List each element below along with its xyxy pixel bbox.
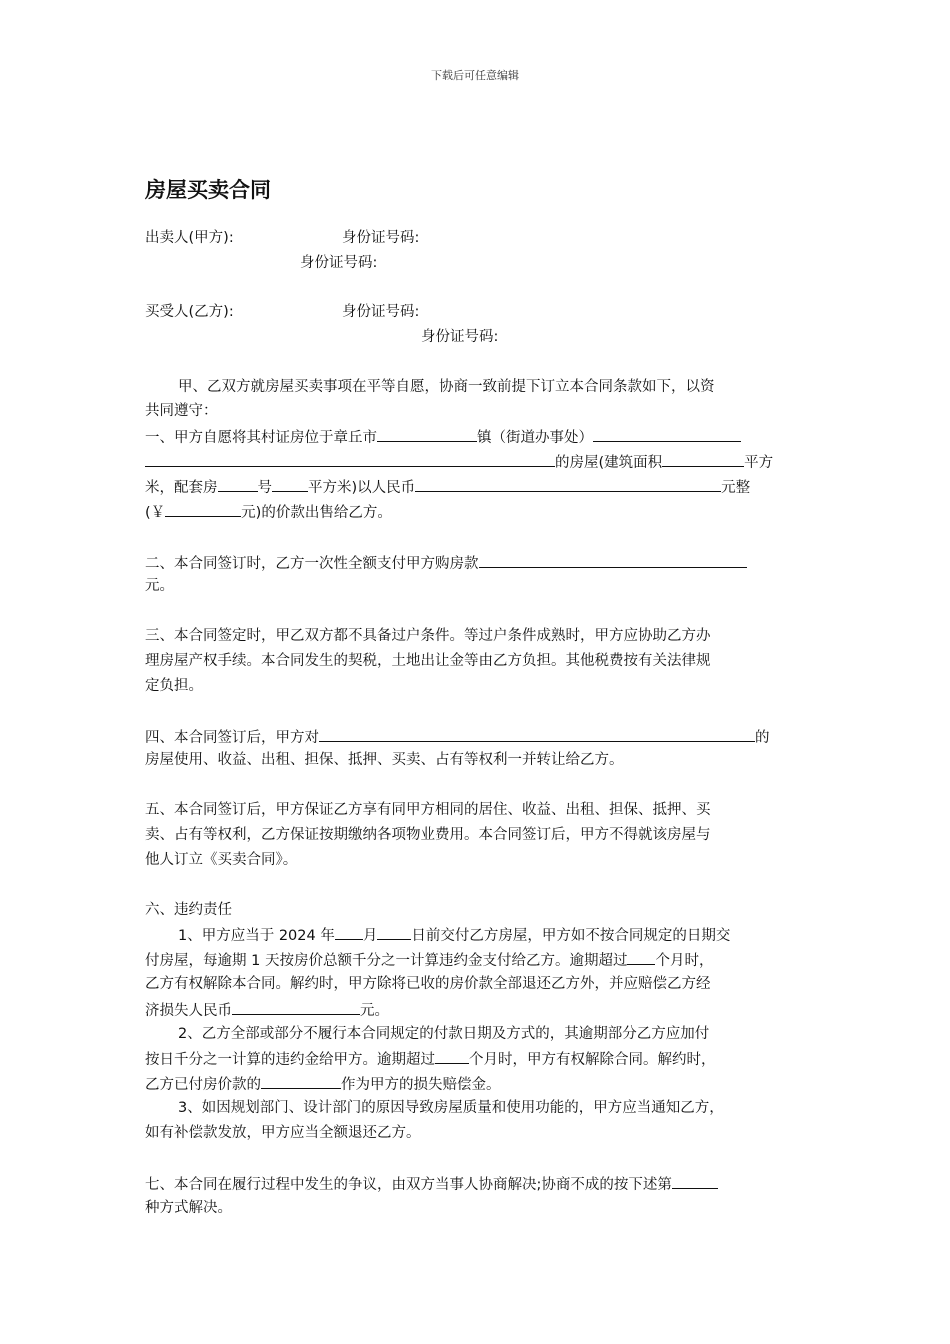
clause-7-line-1 bbox=[145, 1173, 718, 1195]
clause-6-p3-line-1: 3、如因规划部门、设计部门的原因导致房屋质量和使用功能的，甲方应当通知乙方， bbox=[178, 1100, 724, 1116]
buyer-id-label-2: 身份证号码: bbox=[421, 329, 499, 345]
price-words-blank bbox=[415, 476, 721, 492]
clause-6-p1-line-1 bbox=[178, 924, 730, 946]
forfeit-blank bbox=[261, 1073, 341, 1089]
buyer-label: 买受人(乙方): bbox=[145, 304, 234, 320]
clause-1-text-e: 米，配套房 bbox=[145, 480, 218, 496]
street-blank bbox=[593, 426, 741, 442]
clause-6-p2-line-1: 2、乙方全部或部分不履行本合同规定的付款日期及方式的，其逾期部分乙方应加付 bbox=[178, 1026, 710, 1042]
price-figures-blank bbox=[165, 501, 241, 517]
damages-blank bbox=[232, 999, 360, 1015]
seller-label: 出卖人(甲方): bbox=[145, 230, 234, 246]
property-blank bbox=[319, 726, 755, 742]
day-blank bbox=[377, 924, 411, 940]
clause-4-text-b: 的 bbox=[755, 730, 770, 746]
clause-6-heading: 六、违约责任 bbox=[145, 902, 232, 918]
clause-6-p1-line-2 bbox=[145, 949, 713, 971]
clause-6-p2-line-3 bbox=[145, 1073, 501, 1095]
clause-1-line-1 bbox=[145, 426, 741, 448]
clause-1-text-i: (￥ bbox=[145, 505, 166, 521]
clause-6-p2-text-b: 个月时，甲方有权解除合同。解约时， bbox=[469, 1052, 716, 1068]
dispute-method-blank bbox=[672, 1173, 718, 1189]
clause-6-p1-line-4 bbox=[145, 999, 389, 1021]
document-title: 房屋买卖合同 bbox=[145, 178, 271, 202]
clause-1-line-4 bbox=[145, 501, 392, 523]
clause-6-p1-text-c: 日前交付乙方房屋，甲方如不按合同规定的日期交 bbox=[411, 928, 731, 944]
clause-6-p1-text-a: 1、甲方应当于 2024 年 bbox=[178, 928, 335, 944]
clause-3-line-1: 三、本合同签定时，甲乙双方都不具备过户条件。等过户条件成熟时，甲方应协助乙方办 bbox=[145, 628, 711, 644]
buyer-id-label: 身份证号码: bbox=[342, 304, 420, 320]
clause-1-text-b: 镇（街道办事处） bbox=[477, 430, 593, 446]
clause-1-line-2 bbox=[145, 451, 773, 473]
town-blank bbox=[377, 426, 477, 442]
clause-5-line-3: 他人订立《买卖合同》。 bbox=[145, 852, 298, 868]
clause-6-p2-text-d: 作为甲方的损失赔偿金。 bbox=[341, 1077, 501, 1093]
clause-3-line-2: 理房屋产权手续。本合同发生的契税，土地出让金等由乙方负担。其他税费按有关法律规 bbox=[145, 653, 711, 669]
location-blank bbox=[145, 451, 555, 467]
month-blank bbox=[335, 924, 363, 940]
annex-no-blank bbox=[218, 476, 258, 492]
clause-1-text-f: 号 bbox=[257, 480, 272, 496]
payment-blank bbox=[479, 552, 747, 568]
clause-7-line-2: 种方式解决。 bbox=[145, 1200, 232, 1216]
clause-2-text-a: 二、本合同签订时，乙方一次性全额支付甲方购房款 bbox=[145, 556, 479, 572]
seller-id-label: 身份证号码: bbox=[342, 230, 420, 246]
clause-6-p1-line-3: 乙方有权解除本合同。解约时，甲方除将已收的房价款全部退还乙方外，并应赔偿乙方经 bbox=[145, 976, 711, 992]
clause-6-p1-text-f: 济损失人民币 bbox=[145, 1003, 232, 1019]
clause-1-line-3 bbox=[145, 476, 750, 498]
clause-6-p2-line-2 bbox=[145, 1048, 716, 1070]
clause-1-text-c: 的房屋(建筑面积 bbox=[555, 455, 663, 471]
clause-6-p1-text-e: 个月时， bbox=[655, 953, 714, 969]
clause-1-text-g: 平方米)以人民币 bbox=[308, 480, 416, 496]
annex-area-blank bbox=[272, 476, 308, 492]
clause-3-line-3: 定负担。 bbox=[145, 678, 203, 694]
clause-7-text-a: 七、本合同在履行过程中发生的争议，由双方当事人协商解决;协商不成的按下述第 bbox=[145, 1177, 672, 1193]
area-blank bbox=[662, 451, 744, 467]
buyer-overdue-blank bbox=[435, 1048, 469, 1064]
clause-5-line-1: 五、本合同签订后，甲方保证乙方享有同甲方相同的居住、收益、出租、担保、抵押、买 bbox=[145, 802, 711, 818]
clause-5-line-2: 卖、占有等权利，乙方保证按期缴纳各项物业费用。本合同签订后，甲方不得就该房屋与 bbox=[145, 827, 711, 843]
clause-6-p1-text-g: 元。 bbox=[360, 1003, 389, 1019]
clause-1-text-h: 元整 bbox=[721, 480, 751, 496]
seller-id-label-2: 身份证号码: bbox=[300, 255, 378, 271]
overdue-months-blank bbox=[627, 949, 655, 965]
clause-6-p2-text-a: 按日千分之一计算的违约金给甲方。逾期超过 bbox=[145, 1052, 435, 1068]
clause-6-p1-text-d: 付房屋，每逾期 1 天按房价总额千分之一计算违约金支付给乙方。逾期超过 bbox=[145, 953, 628, 969]
clause-1-text-d: 平方 bbox=[744, 455, 774, 471]
clause-1-text-a: 一、甲方自愿将其村证房位于章丘市 bbox=[145, 430, 377, 446]
clause-4-line-2: 房屋使用、收益、出租、担保、抵押、买卖、占有等权利一并转让给乙方。 bbox=[145, 752, 624, 768]
intro-line-2: 共同遵守： bbox=[145, 403, 218, 419]
intro-line-1: 甲、乙双方就房屋买卖事项在平等自愿，协商一致前提下订立本合同条款如下，以资 bbox=[178, 379, 715, 395]
clause-4-text-a: 四、本合同签订后，甲方对 bbox=[145, 730, 319, 746]
clause-2-line-2: 元。 bbox=[145, 578, 174, 594]
clause-6-p3-line-2: 如有补偿款发放，甲方应当全额退还乙方。 bbox=[145, 1125, 421, 1141]
clause-6-p2-text-c: 乙方已付房价款的 bbox=[145, 1077, 261, 1093]
clause-2-line-1 bbox=[145, 552, 747, 574]
clause-1-text-j: 元)的价款出售给乙方。 bbox=[241, 505, 392, 521]
page-header: 下载后可任意编辑 bbox=[431, 69, 519, 82]
clause-4-line-1 bbox=[145, 726, 770, 748]
clause-6-p1-text-b: 月 bbox=[362, 928, 378, 944]
